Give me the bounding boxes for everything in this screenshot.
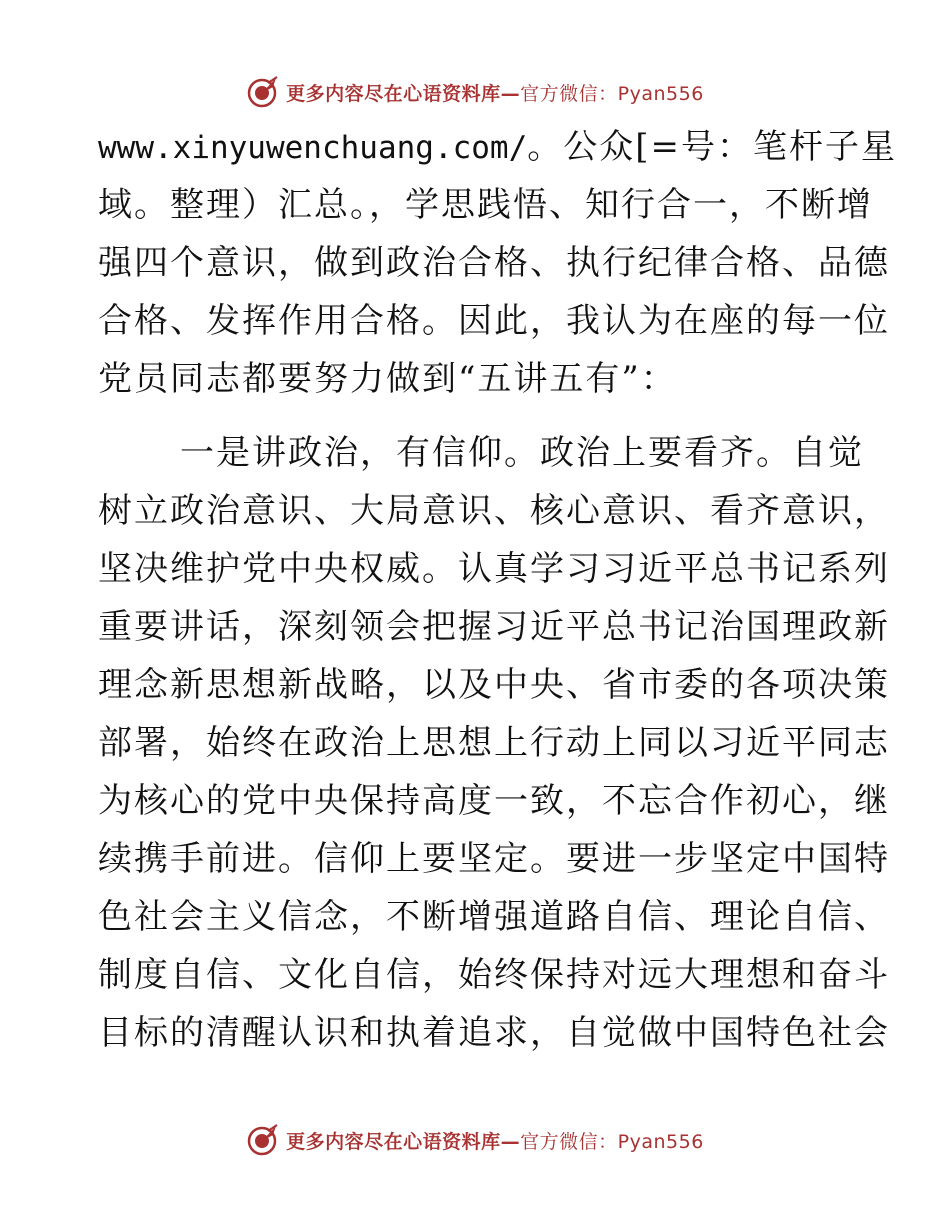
text-line: 部署，始终在政治上思想上行动上同以习近平同志	[98, 723, 890, 763]
paragraph-1	[98, 176, 890, 408]
paragraph-gap	[98, 408, 858, 424]
text-line: 党员同志都要努力做到“五讲五有”：	[98, 359, 677, 399]
url-line	[98, 118, 898, 176]
text-line: 色社会主义信念，不断增强道路自信、理论自信、	[98, 897, 890, 937]
text-line: 域。整理）汇总。，学思践悟、知行合一，不断增	[98, 185, 873, 225]
footer-banner	[0, 1120, 950, 1160]
header-banner-text	[286, 79, 704, 106]
paragraph-2	[98, 424, 890, 1062]
text-line: 为核心的党中央保持高度一致，不忘合作初心，继	[98, 781, 890, 821]
text-line: 续携手前进。信仰上要坚定。要进一步坚定中国特	[98, 839, 890, 879]
text-line: 重要讲话，深刻领会把握习近平总书记治国理政新	[98, 607, 890, 647]
url-line-suffix: 。公众[=号：笔杆子星	[527, 127, 898, 167]
text-line: 目标的清醒认识和执着追求，自觉做中国特色社会	[98, 1013, 890, 1053]
text-line: 一是讲政治，有信仰。政治上要看齐。自觉	[180, 433, 864, 473]
text-line: 合格、发挥作用合格。因此，我认为在座的每一位	[98, 301, 890, 341]
text-line: 坚决维护党中央权威。认真学习习近平总书记系列	[98, 549, 890, 589]
quill-seal-logo-icon	[246, 1123, 280, 1157]
document-body	[98, 118, 898, 1062]
url-text: www.xinyuwenchuang.com/	[98, 130, 528, 166]
text-line: 强四个意识，做到政治合格、执行纪律合格、品德	[98, 243, 890, 283]
quill-seal-logo-icon	[246, 75, 280, 109]
text-line: 制度自信、文化自信，始终保持对远大理想和奋斗	[98, 955, 890, 995]
footer-banner-wechat: 官方微信：Pyan556	[520, 1130, 704, 1153]
text-line: 理念新思想新战略，以及中央、省市委的各项决策	[98, 665, 890, 705]
header-banner	[0, 72, 950, 112]
footer-banner-title: 更多内容尽在心语资料库—	[286, 1130, 521, 1153]
header-banner-wechat: 官方微信：Pyan556	[520, 82, 704, 105]
header-banner-title: 更多内容尽在心语资料库—	[286, 82, 521, 105]
footer-banner-text	[286, 1127, 704, 1154]
text-line: 树立政治意识、大局意识、核心意识、看齐意识，	[98, 491, 890, 531]
